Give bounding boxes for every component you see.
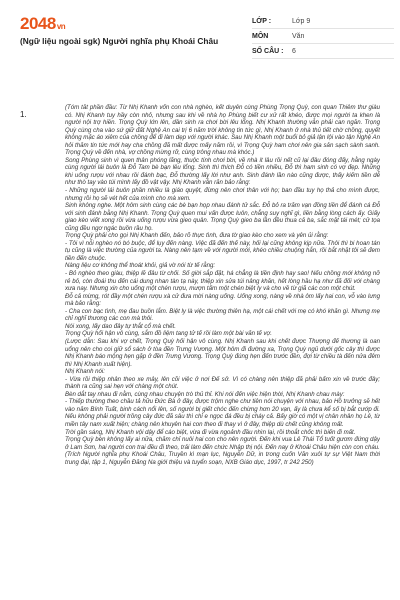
passage-paragraph: - Những người lái buôn phần nhiều là giáo quyệt, đừng nên chơi thân với họ; ban đầu tuy họ thả cho mình được, nhưng rồi họ sẽ vét hết của mình cho mà xem. — [65, 187, 380, 202]
passage-paragraph: (Tóm tắt phần đầu: Từ Nhị Khanh vốn con nhà nghèo, kết duyên cùng Phùng Trọng Quỳ, con quan Thiêm thư giàu có. Nhị Khanh tuy hầy còn nhỏ, nhưng sau khi về nhà họ Phùng biết cư xử rất khéo, được mọi người ta khen là người nội trợ hiền. Trọng Quỳ lớn lên, dần sinh ra chơi bời lêu lổng. Nhị Khanh thường vẫn phải can ngăn. Trọng Quỳ cùng cha vào sứ giữ đất Nghệ An cai trị 6 năm trời không tin tức gì, Nhị Khanh ở nhà thủ tiết chờ chồng, quyết không mặc áo xiêm của chồng để đi làm dẹp với người khác. Sau Nhị Khanh một buổi bỏ giả lận lội vào tận Nghệ An hỏi thăm tin tức mới hay cha chồng đã mất được mấy năm rồi, vì Trọng Quỳ ham chơi nên gia sản sạch sành sanh. Trọng Quỳ về đến nhà, vợ chồng mừng rỡ, cùng trông nhau mà khóc.) — [65, 104, 380, 157]
question-number: 1. — [20, 110, 27, 119]
logo-suffix: vn — [56, 22, 66, 31]
passage-paragraph: - Bỏ nghèo theo giàu, thiệp lẽ đâu từ chối. Số giời sắp đặt, há chẳng là tiền định hay sao! Nếu chồng mới không nỡ rẻ bỏ, còn đoái thu đến cái dung nhan tàn tạ này, thiệp xin sửa túi nâng khăn, hết lòng hầu hạ như đã đối với chàng xưa nay. Nhưng xin cho uống một chén rượu, mượn tấm một chén biệt ly và cho về từ giã các con một chút. — [65, 270, 380, 293]
passage-paragraph: - Tôi vì nỗi nghèo nó bó buộc, để lụy đến nàng. Việc đã đến thế này, hối lại cũng không kịp nữa. Thôi thì bi hoan tán tụ cũng là việc thường của người ta. Nàng nên tạm về với người mới, khéo chiều chuộng hắn, rồi bắt nhặt tôi sẽ đem tiền đến chuộc. — [65, 239, 380, 262]
site-logo[interactable] — [20, 14, 65, 34]
passage-paragraph: Bèn dắt tay nhau đi nằm, cùng nhau chuyện trò thủ thỉ. Khi nói đến việc hiện thời, Nhị Khanh chau mày: — [65, 390, 345, 398]
meta-info-table — [252, 14, 394, 59]
passage-paragraph: Trọng Quỳ phải cho gọi Nhị Khanh đến, bảo rõ thực tình, đưa tờ giao kèo cho xem và yên ủi rằng: — [65, 232, 329, 240]
passage-paragraph: Trọng Quỳ hối hận vô cùng, sắm đồ liệm tang tử tế rồi làm một bài văn tế vợ. — [65, 330, 272, 338]
passage-paragraph: Song Phùng sinh vì quen thân phóng lãng, thuộc tính chơi bời, về nhà ít lâu rồi nết cũ lại đâu đóng đấy, hằng ngày cùng người lái buôn là Đỗ Tam bè bạn lêu lổng. Sinh thì thích Đỗ có tiền nhiều, Đỗ thì ham sinh có vợ đẹp. Những khi uống rượu với nhau rồi đánh bạc, Đỗ thường lấy lời như anh. Sinh đánh lần nào cũng được, thấy kiếm tiền dễ như thò tay vào túi mình lấy đồ vật vậy. Nhị Khanh vẫn răn bảo rằng: — [65, 156, 380, 187]
passage-paragraph: Đỗ cả mừng, rót đầy một chén rượu xà cử đưa mời nàng uống. Uống xong, nàng về nhà ôm lấy hai con, vỗ vào lưng mà bảo rằng: — [65, 292, 380, 308]
meta-row-grade — [252, 14, 394, 29]
logo-text: 2048 — [20, 14, 56, 33]
meta-value: Văn — [292, 32, 305, 40]
meta-value: 6 — [292, 47, 296, 55]
reading-passage — [65, 104, 380, 596]
passage-paragraph: (Lược dẫn: Sau khi vợ chết, Trọng Quỳ hối hận vô cùng. Nhị Khanh sau khi chết được Thượng đế thương là oan uổng nên cho coi giữ sổ sách ở tòa đền Trưng Vương. Một hôm đi đường xa, Trọng Quỳ ngủ dưới gốc cây thì được Nhị Khanh báo mộng hẹn gặp ở đền Trưng Vương. Trọng Quỳ đúng hẹn đến trước đền, đợi từ chiều tà đến nửa đêm thì Nhị Khanh xuất hiện). — [65, 337, 380, 368]
meta-row-question-count — [252, 44, 394, 59]
document-title: (Ngữ liệu ngoài sgk) Người nghĩa phụ Khoái Châu — [20, 36, 219, 46]
meta-value: Lớp 9 — [292, 17, 311, 25]
passage-paragraph: Nàng liệu cơ không thể thoát khỏi, giả vờ nói từ tế rằng: — [65, 262, 216, 270]
passage-paragraph: - Vừa rồi thiệp nhân theo xe mây, lên cõi việc ở nơi Đế sở. Vì có chàng nên thiệp đã phải bấm xin về trước đây; thành ra cũng sai hẹn với chàng một chút. — [65, 375, 380, 391]
page-header — [0, 0, 400, 55]
passage-paragraph: Trọng Quỳ bèn không lấy ai nữa, chăm chỉ nuôi hai con cho nên người. Đến khi vua Lê Thái Tổ tuốt gươm đứng dậy ở Lam Sơn, hai người con trai đều đi theo, trải làm đến chức Nhập thị nội. Đến nay ở Khoái Châu hiện còn con cháu. — [65, 436, 380, 451]
meta-label: LỚP : — [252, 17, 272, 25]
meta-row-subject — [252, 29, 394, 44]
meta-label: MÔN — [252, 32, 269, 40]
passage-paragraph: Sinh không nghe. Một hôm sinh cùng các bè bạn họp nhau đánh tử sắc. Đỗ bỏ ra trăm vạn đồng tiền để đánh cá Đỗ với sinh đánh bằng Nhị Khanh. Trọng Quỳ quen mui vấn được luôn, chẳng suy nghĩ gì, liền bằng lòng cách ấy. Giấy giao kèo viết xong rồi vừa uống rượu vừa gieo quân. Trọng Quỳ gieo ba lần đều thua cả ba, sắc mặt tái mét; cử tọa cũng đều ngơ ngác buồn rầu họ. — [65, 202, 380, 232]
passage-paragraph: - Cha con bạc tình, mẹ đau buồn lắm. Biệt ly là việc thường thiên hạ, một cái chết với mẹ có khó khăn gì. Nhưng mẹ chỉ nghĩ thương các con mà thôi. — [65, 307, 380, 323]
passage-paragraph: Nói xong, lấy dao đây tự thắt cổ mà chết. — [65, 322, 176, 330]
passage-paragraph: Trời gần sáng, Nhị Khanh vội dậy để cáo biệt, vừa đi vừa ngoảnh đầu nhìn lại, rồi thoắt chốc thì biến đi mất. — [65, 428, 356, 436]
passage-paragraph: - Thiếp thường theo chầu tả hữu Đức Bà ở đây, được trộm nghe chư tiên nói chuyện với nhau, bảo Hồ trưởng sẽ hết vào năm Bính Tuất, binh cách nổi lên, số người bị giết chóc đến chừng hơn 20 vạn, ấy là chưa kể số bị bắt cướp đi. Nếu không phải người trồng cây đức đã sâu thì chỉ e ngọc đá đều bị cháy cả. Bấy giờ có một vị chân nhân họ Lê, từ miền tây nam xuất hiện; chàng nên khuyên hai con theo đi thay vì ở đây, thiệp dù chết cũng không mất. — [65, 398, 380, 428]
passage-paragraph: Nhị Khanh nói: — [65, 368, 105, 376]
passage-paragraph: (Trích Người nghĩa phụ Khoái Châu, Truyền kì mạn lục, Nguyễn Dữ, in trong cuốn Văn xuôi tự sự Việt Nam thời trung đại, tập 1, Nguyễn Đăng Na giới thiệu và tuyển soạn, NXB Giáo dục, 1997, tr 242 250) — [65, 451, 380, 466]
meta-label: SỐ CÂU : — [252, 47, 284, 55]
